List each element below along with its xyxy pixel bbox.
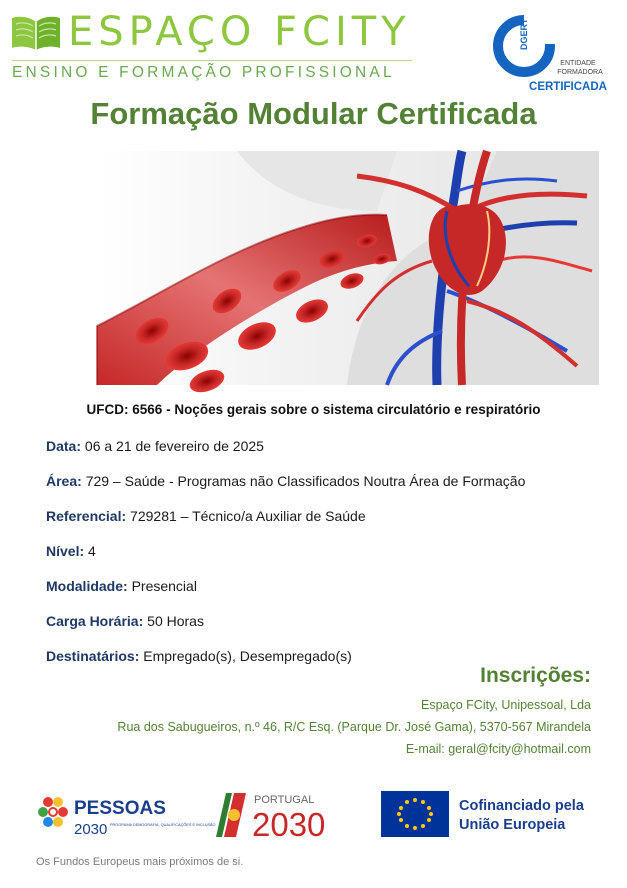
- field-value: 06 a 21 de fevereiro de 2025: [84, 438, 264, 454]
- book-logo-icon: [10, 12, 62, 52]
- company-name: Espaço FCity, Unipessoal, Lda: [421, 698, 591, 712]
- field-label: Referencial:: [46, 508, 127, 524]
- eu-line2: União Europeia: [459, 817, 566, 833]
- field-value: 50 Horas: [147, 613, 204, 629]
- dgert-certification-logo: [494, 10, 618, 96]
- eu-flag-icon: [381, 791, 449, 837]
- brand-name: ESPAÇO FCITY: [68, 9, 411, 55]
- eu-line1: Cofinanciado pela: [459, 798, 584, 814]
- field-modalidade: [46, 578, 197, 594]
- field-referencial: [46, 508, 366, 524]
- footer-tagline: Os Fundos Europeus mais próximos de si.: [36, 856, 244, 868]
- field-label: Nível:: [46, 543, 85, 559]
- portugal-2030-logo: [212, 789, 342, 841]
- field-label: Área:: [46, 473, 82, 489]
- pessoas-year: 2030: [74, 821, 108, 838]
- pessoas-name: PESSOAS: [74, 798, 166, 819]
- field-carga-horaria: [46, 613, 204, 629]
- field-nivel: [46, 543, 96, 559]
- pessoas-small: PROGRAMA DEMOGRAFIA, QUALIFICAÇÕES E INCLUSÃO: [110, 823, 216, 827]
- field-value: 729 – Saúde - Programas não Classificados Noutra Área de Formação: [85, 473, 526, 489]
- contact-email[interactable]: E-mail: geral@fcity@hotmail.com: [405, 742, 591, 756]
- field-value: 729281 – Técnico/a Auxiliar de Saúde: [130, 508, 366, 524]
- ufcd-heading: UFCD: 6566 - Noções gerais sobre o sistema circulatório e respiratório: [86, 402, 541, 417]
- dgert-brand-text: DGERT: [519, 18, 529, 50]
- certifier-line1: ENTIDADE: [560, 60, 596, 67]
- company-address: Rua dos Sabugueiros, n.º 46, R/C Esq. (Parque Dr. José Gama), 5370-567 Mirandela: [117, 720, 591, 734]
- field-label: Modalidade:: [46, 578, 128, 594]
- header-divider: [12, 60, 412, 61]
- brand-subtitle: ENSINO E FORMAÇÃO PROFISSIONAL: [12, 64, 395, 81]
- field-value: Empregado(s), Desempregado(s): [143, 648, 352, 664]
- portugal-flag-icon: [216, 793, 246, 837]
- portugal-year: 2030: [252, 806, 326, 843]
- field-label: Carga Horária:: [46, 613, 144, 629]
- certifier-line2: FORMADORA: [557, 69, 603, 76]
- portugal-name: PORTUGAL: [254, 794, 315, 806]
- field-label: Destinatários:: [46, 648, 140, 664]
- pessoas-2030-logo: [36, 792, 216, 838]
- field-value: Presencial: [131, 578, 197, 594]
- field-label: Data:: [46, 438, 82, 454]
- field-value: 4: [88, 543, 96, 559]
- inscricoes-title: Inscrições:: [480, 664, 591, 687]
- field-area: [46, 473, 525, 489]
- pessoas-flower-icon: [38, 797, 68, 827]
- field-destinatarios: [46, 648, 352, 664]
- circulatory-system-illustration: [97, 151, 599, 385]
- page-title: Formação Modular Certificada: [90, 96, 537, 131]
- eu-cofinancing-logo: [381, 791, 601, 839]
- certifier-line3: CERTIFICADA: [529, 81, 607, 93]
- field-data: [46, 438, 264, 454]
